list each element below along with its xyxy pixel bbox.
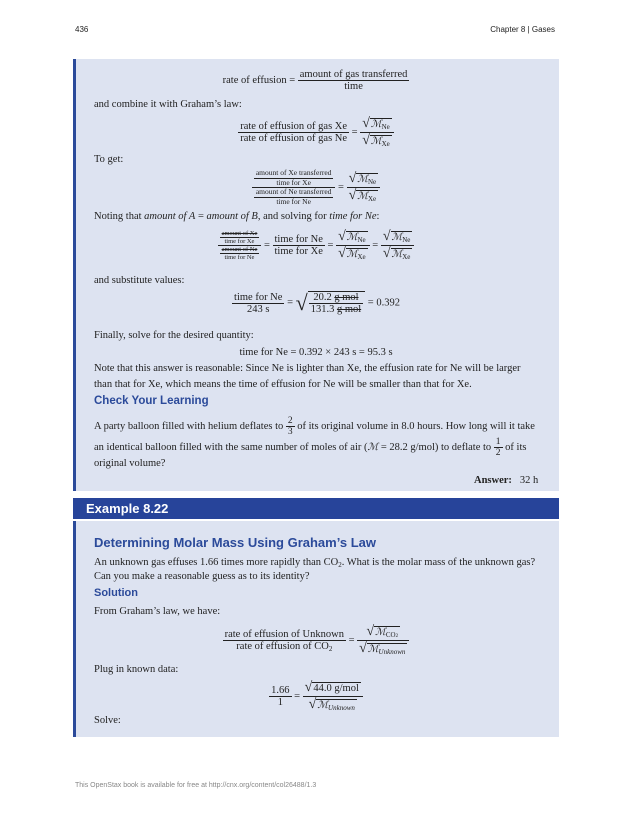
example-number: Example 8.22 — [86, 501, 169, 516]
equation-substitute-values: $\frac{\text{time for Ne}}{243 s}$ = √ $\frac{\text{20.2 g mol}}{\text{131.3 g mol}}$ = 0.392 — [234, 290, 400, 315]
subscript: Ne — [381, 122, 390, 131]
fraction-numerator: amount of Xe transferred — [255, 168, 332, 177]
chapter-title: Chapter 8 | Gases — [490, 25, 555, 34]
fraction-denominator: 243 s — [247, 303, 270, 315]
subscript: Xe — [381, 139, 390, 148]
fraction-denominator: time for Ne — [224, 254, 255, 261]
text-combine: and combine it with Graham’s law: — [94, 99, 242, 110]
fraction-numerator: amount of Ne — [221, 246, 258, 253]
equation-final: time for Ne = 0.392 × 243 s = 95.3 s — [239, 347, 393, 358]
fraction-denominator: time for Xe — [224, 238, 255, 245]
fraction-denominator: time for Xe — [276, 177, 311, 187]
problem-line-1: An unknown gas effuses 1.66 times more rapidly than $CO_2$. What is the molar mass of the unknown gas? — [94, 557, 536, 569]
text-from-graham: From Graham’s law, we have: — [94, 606, 221, 617]
equation-rate-of-effusion — [73, 69, 559, 92]
fraction-denominator: time — [344, 81, 363, 92]
text-finally: Finally, solve for the desired quantity: — [94, 330, 254, 341]
fraction-numerator: time for Ne — [274, 234, 323, 245]
text-plug-in: Plug in known data: — [94, 664, 179, 675]
page-footer: This OpenStax book is available for free at http://cnx.org/content/col26488/1.3 — [75, 782, 317, 789]
check-line-2: an identical balloon filled with the same number of moles of air (ℳ = 28.2 g/mol) to deflate to $\frac{1}{2}$ of its — [94, 437, 527, 458]
fraction-numerator: amount of Xe — [221, 230, 258, 237]
check-line-1: A party balloon filled with helium deflates to $\frac{2}{3}$ of its original volume in 8.0 hours. How long will it take — [94, 416, 535, 437]
result-value: = 0.392 — [367, 297, 400, 309]
equation-solve-time: $\frac{\frac{\text{amount of Xe}}{\text{time for Xe}}}{\frac{\text{amount of Ne}}{\text{time for Ne}}}$ = $\frac{\text{time for Ne}}{\text{time for Xe}}$ = $\frac{√ℳ_{Ne}}{√ℳ_{Xe}}$ = $\frac{√ℳ_{Ne}}{√ℳ_{Xe}}$ — [73, 229, 559, 262]
fraction-numerator: time for Ne — [234, 291, 283, 303]
answer: Answer: 32 h — [474, 475, 539, 486]
equation-lhs: rate of effusion = — [222, 74, 296, 86]
equation-plug-in: $\frac{1.66}{1}$ = $\frac{\text{√44.0 g/mol}}{√ℳ_{Unknown}}$ — [73, 680, 559, 713]
text-solve: Solve: — [94, 715, 121, 726]
fraction-numerator: amount of gas transferred — [299, 69, 408, 80]
text-noting: Noting that amount of A = amount of B, and solving for time for Ne: — [94, 211, 380, 222]
page-number: 436 — [75, 25, 89, 34]
text-substitute: and substitute values: — [94, 275, 185, 286]
check-line-3: original volume? — [94, 458, 166, 469]
equation-to-get: $\frac{\frac{\text{amount of Xe transferred}}{\text{time for Xe}}}{\frac{\text{amount of Ne transferred}}{\text{time for Ne}}}$ = $\frac{√ℳ_{Ne}}{√ℳ_{Xe}}$ — [73, 169, 559, 206]
problem-line-2: Can you make a reasonable guess as to its identity? — [94, 571, 310, 582]
note-paragraph: Note that this answer is reasonable: Since Ne is lighter than Xe, the effusion rate for Ne will be larger than that for Xe, which means the time of effusion for Ne will be smaller than that for Xe. — [94, 363, 521, 390]
example-title: Determining Molar Mass Using Graham’s Law — [94, 535, 376, 550]
fraction-denominator: time for Ne — [276, 196, 311, 206]
solution-heading: Solution — [94, 587, 138, 599]
fraction-denominator: time for Xe — [274, 246, 323, 257]
equation-graham-unknown: $\frac{\text{rate of effusion of Unknown}}{rate of effusion of CO_2}$ = $\frac{√ℳ_{CO2}}{√ℳ_{Unknown}}$ — [73, 624, 559, 657]
fraction-numerator: rate of effusion of gas Xe — [240, 121, 348, 132]
equation-graham-xe-ne: $\frac{\text{rate of effusion of gas Xe}}{\text{rate of effusion of gas Ne}}$ = $\frac{√ℳ_{Ne}}{√ℳ_{Xe}}$ — [73, 116, 559, 149]
text-to-get: To get: — [94, 154, 124, 165]
fraction-denominator: rate of effusion of gas Ne — [240, 133, 348, 144]
example-banner — [73, 498, 559, 519]
check-your-learning-heading: Check Your Learning — [94, 395, 209, 407]
fraction-numerator: amount of Ne transferred — [255, 187, 332, 196]
